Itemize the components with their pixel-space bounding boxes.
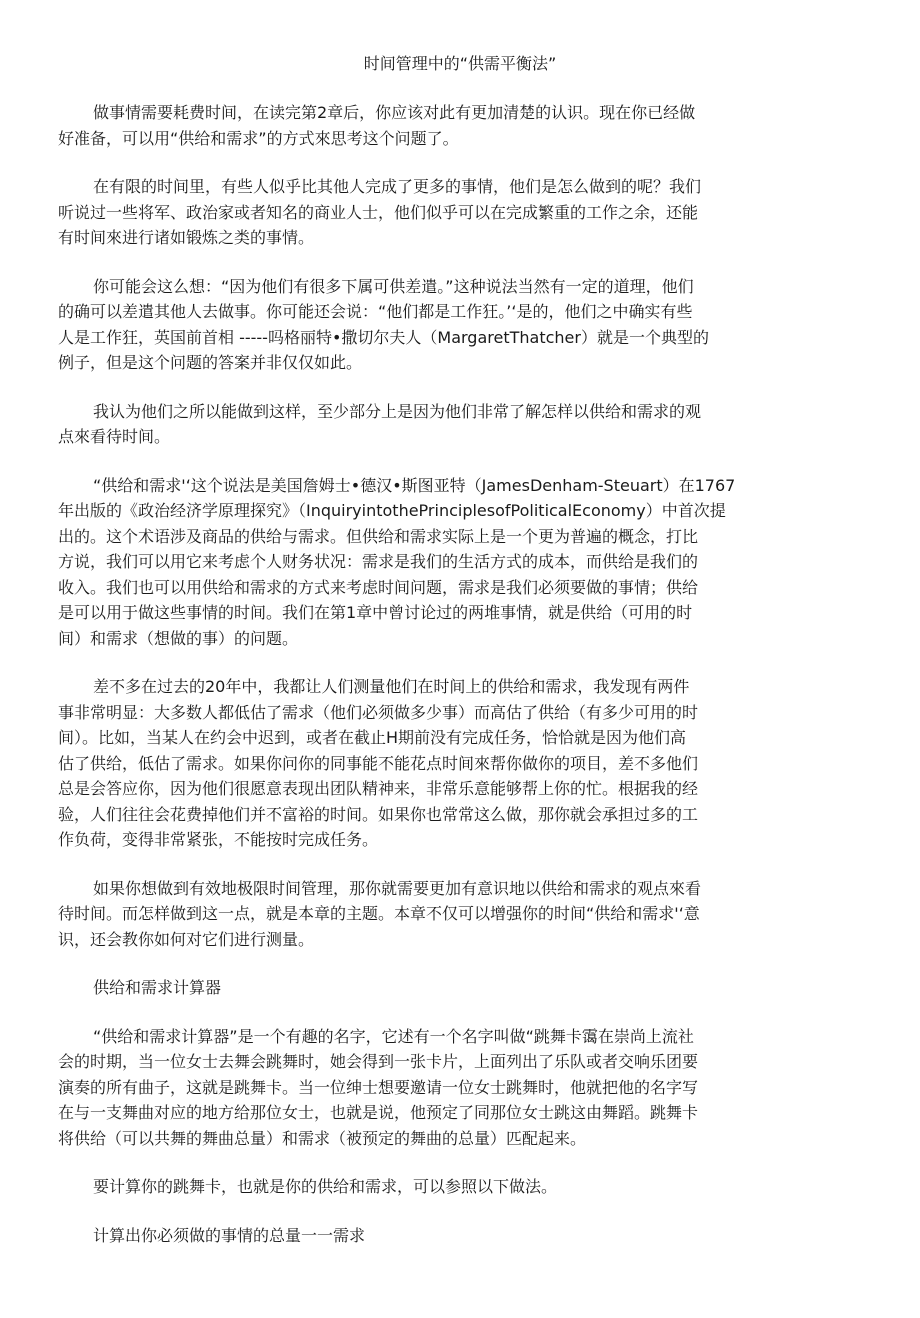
- paragraph-line: 好准备，可以用“供给和需求”的方式來思考这个问题了。: [58, 128, 459, 148]
- paragraph-line: 你可能会这么想：“因为他们有很多下属可供差遣。”这种说法当然有一定的道理，他们: [93, 276, 694, 296]
- paragraph-line: 是可以用于做这些事情的时间。我们在第1章中曾讨论过的两堆事情，就是供给（可用的时: [58, 603, 693, 622]
- paragraph-6: [58, 674, 858, 853]
- paragraph-line: 作负荷，变得非常紧张，不能按时完成任务。: [58, 830, 379, 849]
- subsection-heading: 计算出你必须做的事情的总量一一需求: [93, 1225, 366, 1245]
- paragraph-5: [58, 473, 858, 652]
- paragraph-3: [58, 274, 858, 376]
- paragraph-line: “供给和需求'‘这个说法是美国詹姆士•德汉•斯图亚特（JamesDenham-Steuart）在1767: [93, 475, 736, 495]
- paragraph-line: 例子，但是这个问题的答案并非仅仅如此。: [58, 353, 363, 372]
- paragraph-line: 间）和需求（想做的事）的问题。: [58, 628, 299, 648]
- paragraph-4: [58, 399, 858, 450]
- paragraph-line: 识，还会教你如何对它们进行测量。: [58, 929, 315, 949]
- paragraph-line: 我认为他们之所以能做到这样，至少部分上是因为他们非常了解怎样以供给和需求的观: [93, 401, 702, 421]
- paragraph-line: 要计算你的跳舞卡，也就是你的供给和需求，可以参照以下做法。: [93, 1177, 558, 1196]
- paragraph-line: 验，人们往往会花费掉他们并不富裕的时间。如果你也常常这么做，那你就会承担过多的工: [58, 804, 699, 824]
- paragraph-1: [58, 100, 858, 151]
- paragraph-2: [58, 174, 858, 251]
- paragraph-line: 会的时期，当一位女士去舞会跳舞时，她会得到一张卡片，上面列出了乐队或者交响乐团要: [58, 1052, 699, 1071]
- paragraph-line: 点來看待时间。: [58, 427, 171, 446]
- paragraph-line: 总是会答应你，因为他们很愿意表现出团队精神来，非常乐意能够帮上你的忙。根据我的经: [58, 779, 699, 798]
- paragraph-line: 在有限的时间里，有些人似乎比其他人完成了更多的事情，他们是怎么做到的呢？我们: [93, 177, 702, 196]
- paragraph-9: [58, 1174, 858, 1200]
- paragraph-line: “供给和需求计算器”是一个有趣的名字，它述有一个名字叫做“跳舞卡霭在崇尚上流社: [93, 1026, 694, 1046]
- paragraph-line: 有时间來进行诸如锻炼之类的事情。: [58, 228, 315, 247]
- paragraph-7: [58, 876, 858, 953]
- paragraph-line: 待时间。而怎样做到这一点，就是本章的主题。本章不仅可以增强你的时间“供给和需求'‘意: [58, 904, 700, 923]
- paragraph-line: 在与一支舞曲对应的地方给那位女士，也就是说，他预定了同那位女士跳这由舞蹈。跳舞卡: [58, 1103, 699, 1122]
- section-heading: 供给和需求计算器: [93, 978, 222, 997]
- paragraph-line: 间）。比如，当某人在约会中迟到，或者在截止H期前没有完成任务，恰恰就是因为他们高: [58, 728, 687, 747]
- paragraph-line: 将供给（可以共舞的舞曲总量）和需求（被预定的舞曲的总量）匹配起来。: [58, 1128, 587, 1148]
- paragraph-line: 如果你想做到有效地极限时间管理，那你就需要更加有意识地以供给和需求的观点來看: [93, 878, 702, 898]
- paragraph-line: 收入。我们也可以用供给和需求的方式来考虑时间问题，需求是我们必须要做的事情；供给: [58, 577, 699, 597]
- page-title: 时间管理中的“供需平衡法”: [363, 54, 557, 73]
- paragraph-8: [58, 1024, 858, 1152]
- document-body: [58, 100, 858, 1248]
- paragraph-line: 出的。这个术语涉及商品的供给与需求。但供给和需求实际上是一个更为普遍的概念，打比: [58, 526, 699, 546]
- paragraph-line: 的确可以差遣其他人去做事。你可能还会说：“他们都是工作狂。’‘是的，他们之中确实有些: [58, 302, 693, 321]
- paragraph-line: 听说过一些将军、政治家或者知名的商业人士，他们似乎可以在完成繁重的工作之余，还能: [58, 202, 699, 222]
- paragraph-line: 估了供给，低估了需求。如果你问你的同事能不能花点时间來帮你做你的项目，差不多他们: [58, 753, 699, 773]
- paragraph-line: 方说，我们可以用它来考虑个人财务状况：需求是我们的生活方式的成本，而供给是我们的: [58, 552, 699, 571]
- paragraph-line: 做事情需要耗费时间，在读完第2章后，你应该对此有更加清楚的认识。现在你已经做: [93, 103, 696, 122]
- paragraph-line: 事非常明显：大多数人都低估了需求（他们必须做多少事）而高估了供给（有多少可用的时: [58, 702, 699, 722]
- paragraph-line: 差不多在过去的20年中，我都让人们测量他们在时间上的供给和需求，我发现有两件: [93, 677, 690, 696]
- paragraph-line: 演奏的所有曲子，这就是跳舞卡。当一位绅士想要邀请一位女士跳舞时，他就把他的名字写: [58, 1077, 699, 1097]
- paragraph-line: 人是工作狂，英国前首相 -----吗格丽特•撒切尔夫人（MargaretThatcher）就是一个典型的: [58, 327, 709, 347]
- paragraph-line: 年出版的《政治经济学原理探究》（InquiryintothePrinciplesofPoliticalEconomy）中首次提: [58, 501, 726, 520]
